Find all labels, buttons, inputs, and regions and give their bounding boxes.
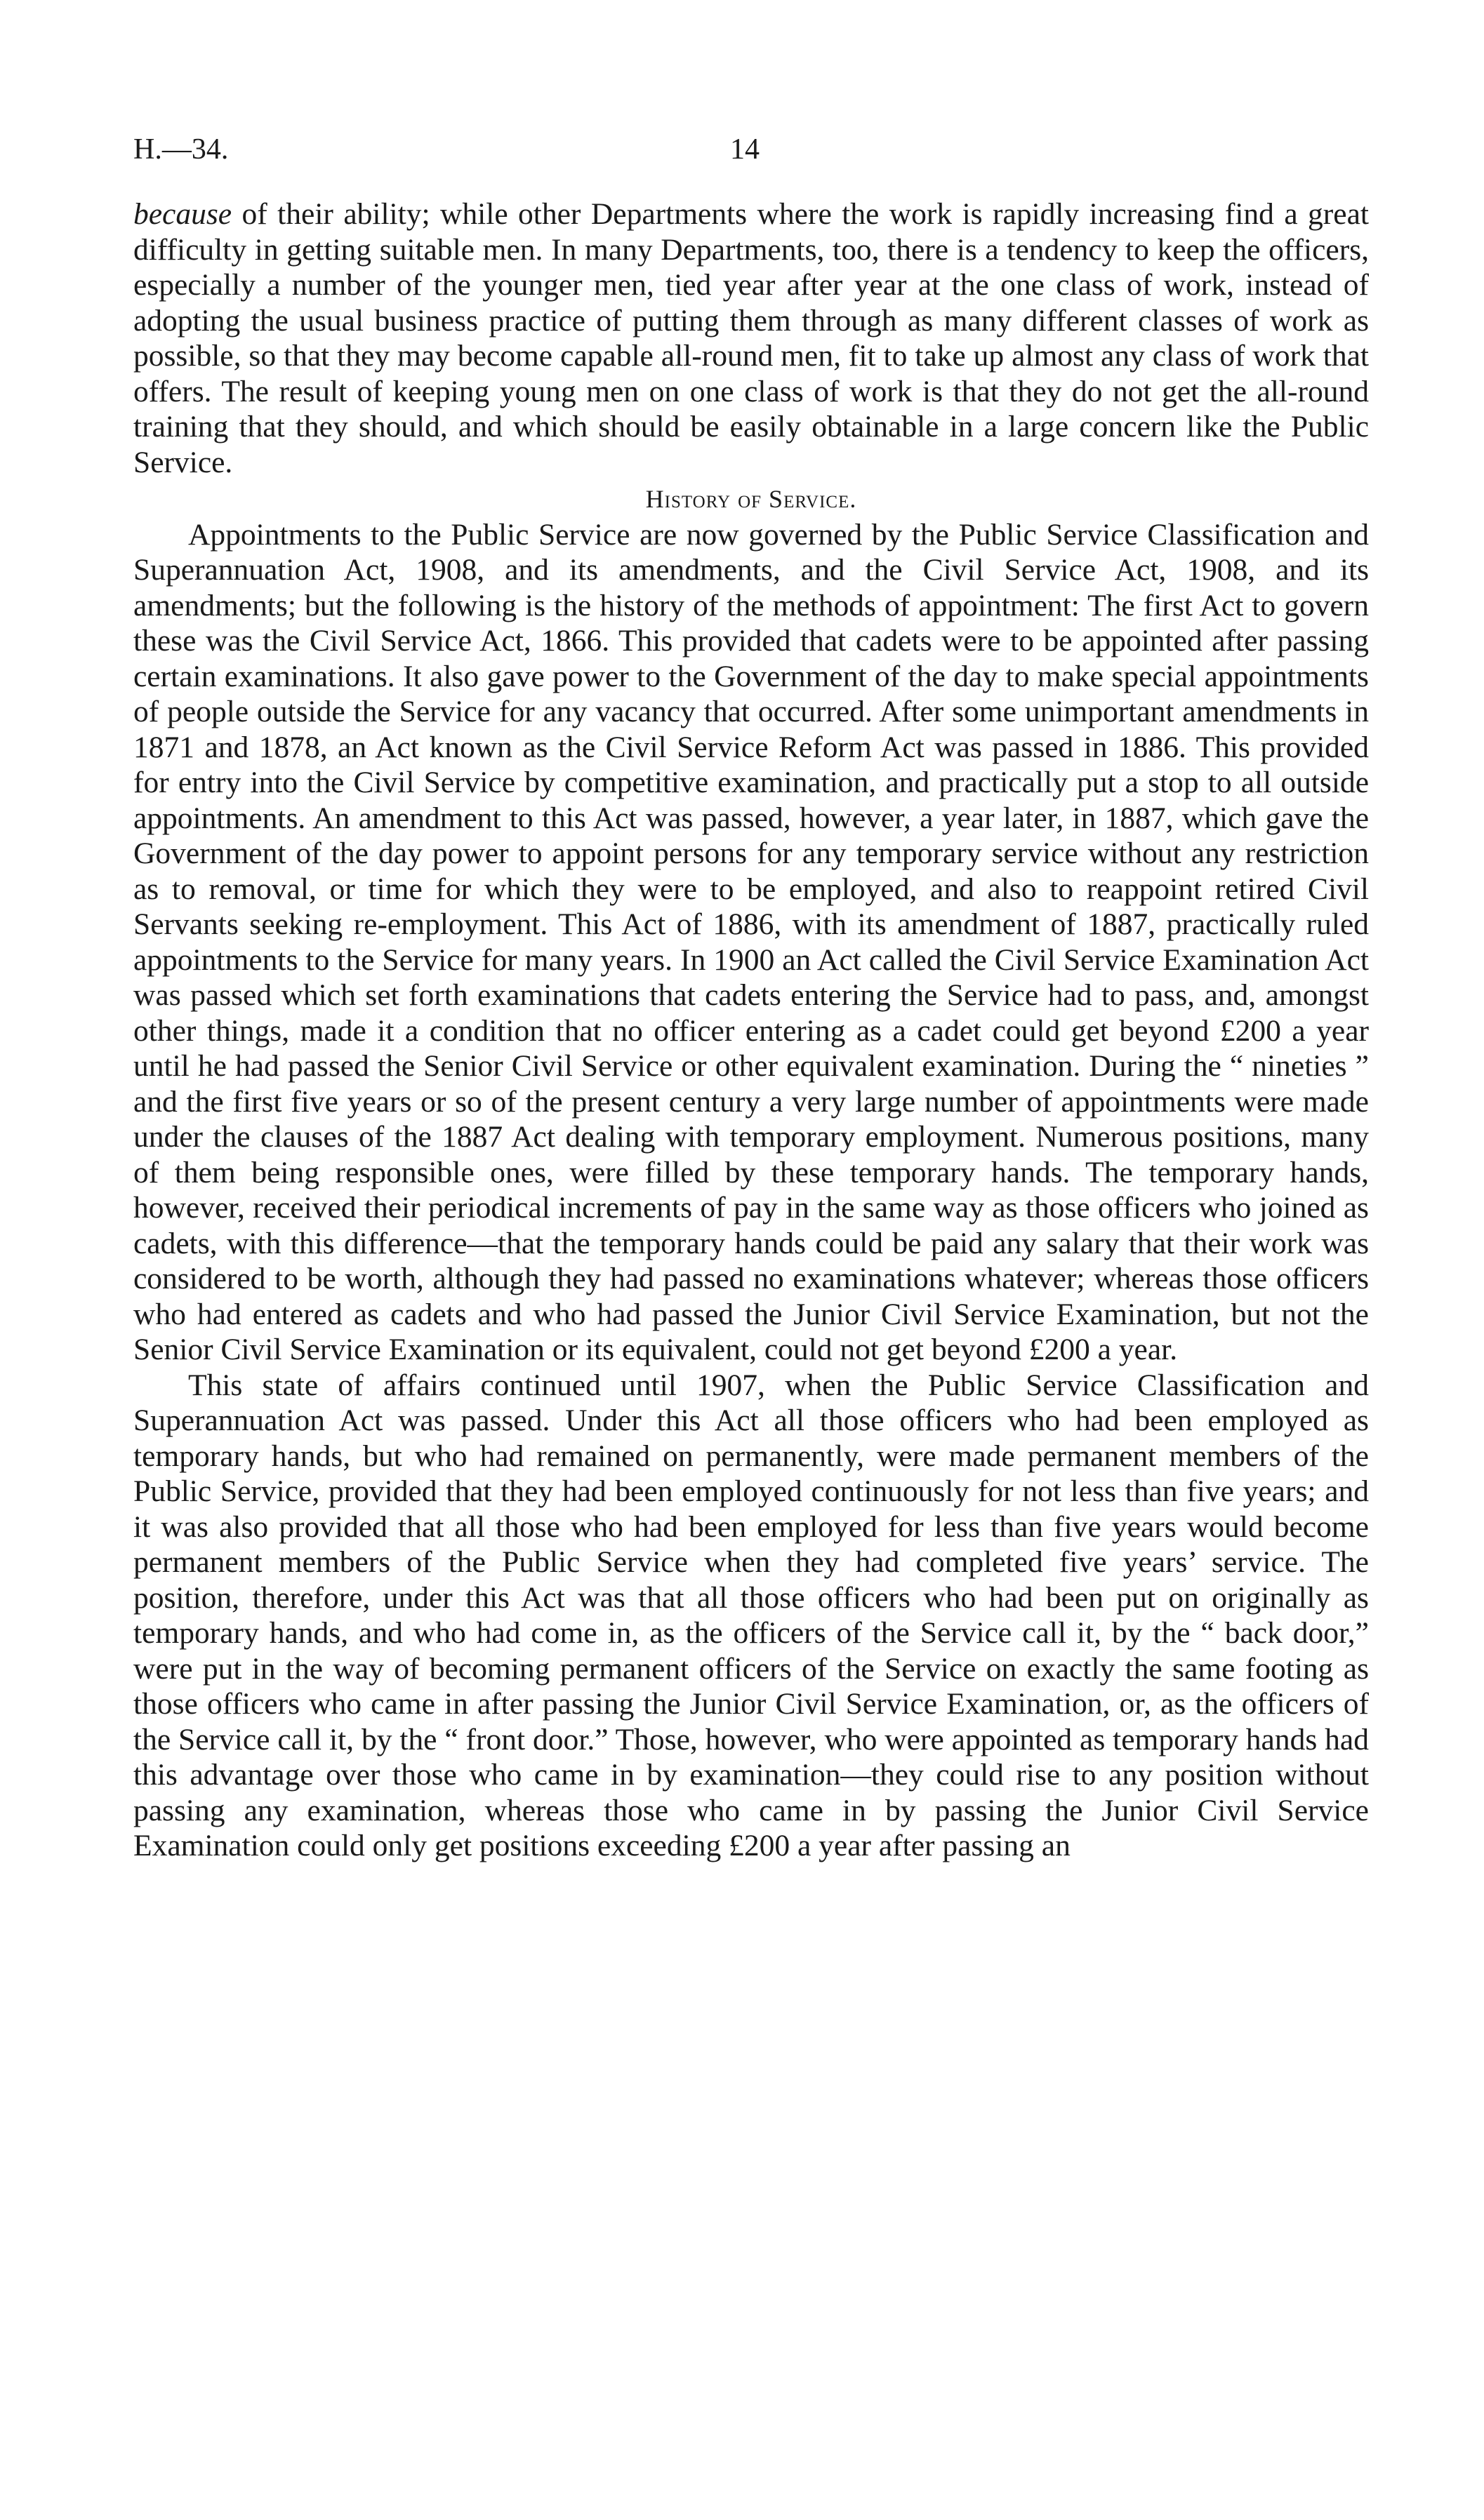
paragraph-1907-act: This state of affairs continued until 1907, when the Public Service Classification and Superannuation Act was passed. Under this Act all those officers who had been employed as temporary hands, but who had remained on permanently, were made permanent members of the Public Service, provided that they had been employed continuously for not less than five years; and it was also provided that all those who had been employed for less than five years would become permanent members of the Public Service when they had completed five years’ service. The position, therefore, under this Act was that all those officers who had been put on originally as temporary hands, and who had come in, as the officers of the Service call it, by the “ back door,” were put in the way of becoming permanent officers of the Service on exactly the same footing as those officers who came in after passing the Junior Civil Service Examination, or, as the officers of the Service call it, by the “ front door.” Those, however, who were appointed as temporary hands had this advantage over those who came in by examination—they could rise to any position without passing any examination, whereas those who came in by passing the Junior Civil Service Examination could only get positions exceeding £200 a year after passing an — [133, 1368, 1369, 1862]
document-reference: H.—34. — [133, 133, 229, 166]
paragraph-continuation — [133, 196, 1369, 480]
page-number: 14 — [730, 133, 760, 166]
body-text — [133, 196, 1369, 1864]
paragraph-history: Appointments to the Public Service are now governed by the Public Service Classification and Superannuation Act, 1908, and its amendments, and the Civil Service Act, 1908, and its amendments; but the following is the history of the methods of appointment: The first Act to govern these was the Civil Service Act, 1866. This provided that cadets were to be appointed after passing certain examinations. It also gave power to the Government of the day to make special appointments of people outside the Service for any vacancy that occurred. After some unimportant amendments in 1871 and 1878, an Act known as the Civil Service Reform Act was passed in 1886. This provided for entry into the Civil Service by competitive examination, and practically put a stop to all outside appointments. An amendment to this Act was passed, however, a year later, in 1887, which gave the Government of the day power to appoint persons for any temporary service without any restriction as to removal, or time for which they were to be employed, and also to reappoint retired Civil Servants seeking re-employment. This Act of 1886, with its amendment of 1887, practically ruled appointments to the Service for many years. In 1900 an Act called the Civil Service Examination Act was passed which set forth examinations that cadets entering the Service had to pass, and, amongst other things, made it a condition that no officer entering as a cadet could get beyond £200 a year until he had passed the Senior Civil Service or other equivalent examination. During the “ nineties ” and the first five years or so of the present century a very large number of appointments were made under the clauses of the 1887 Act dealing with temporary employment. Numerous positions, many of them being responsible ones, were filled by these temporary hands. The temporary hands, however, received their periodical increments of pay in the same way as those officers who joined as cadets, with this difference—that the temporary hands could be paid any salary that their work was considered to be worth, although they had passed no examinations whatever; whereas those officers who had entered as cadets and who had passed the Junior Civil Service Examination, but not the Senior Civil Service Examination or its equivalent, could not get beyond £200 a year. — [133, 517, 1369, 1366]
page-header — [133, 125, 1369, 174]
paragraph-text: of their ability; while other Departments where the work is rapidly increasing find a great difficulty in getting suitable men. In many Departments, too, there is a tendency to keep the officers, especially a number of the younger men, tied year after year at the one class of work, instead of adopting the usual business practice of putting them through as many different classes of work as possible, so that they may become capable all-round men, fit to take up almost any class of work that offers. The result of keeping young men on one class of work is that they do not get the all-round training that they should, and which should be easily obtainable in a large concern like the Public Service. — [133, 197, 1369, 479]
paragraph-lead-italic: because — [133, 197, 232, 231]
section-heading: History of Service. — [645, 485, 857, 513]
